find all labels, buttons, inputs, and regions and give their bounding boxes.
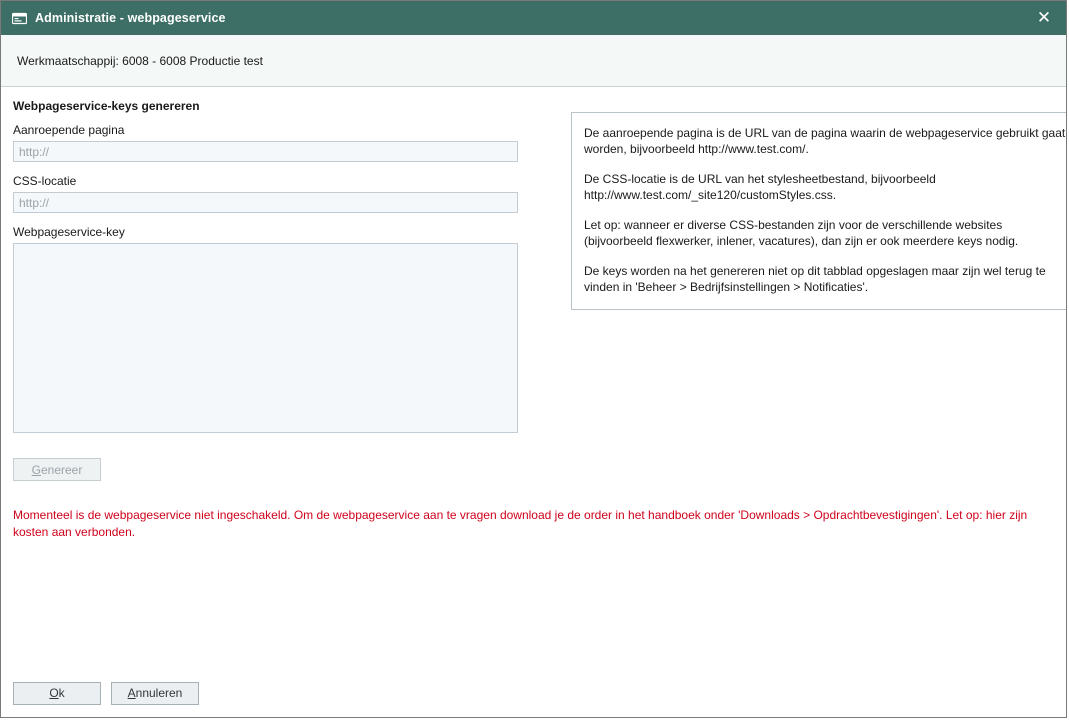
info-column [571,99,1066,310]
calling-page-input[interactable] [13,141,518,162]
title-bar [1,1,1066,35]
warning-message: Momenteel is de webpageservice niet ingeschakeld. Om de webpageservice aan te vragen download je de order in het handboek onder 'Downloads > Opdrachtbevestigingen'. Let op: hier zijn kosten aan verbonden. [13,508,1028,539]
info-paragraph-2: De CSS-locatie is de URL van het stylesheetbestand, bijvoorbeeld http://www.test.com/_site120/customStyles.css. [584,172,936,202]
company-header-band [1,35,1066,87]
webpageservice-key-label: Webpageservice-key [13,225,125,239]
form-column [13,99,543,481]
content-area [1,87,1066,669]
ok-button[interactable]: Ok [13,682,101,705]
webpageservice-key-textarea[interactable] [13,243,518,433]
dialog-footer [1,669,1066,717]
info-paragraph-1: De aanroepende pagina is de URL van de pagina waarin de webpageservice gebruikt gaat worden, bijvoorbeeld http://www.test.com/. [584,126,1066,156]
app-window-icon [11,10,27,26]
company-label: Werkmaatschappij: 6008 - 6008 Productie test [17,53,263,68]
dialog-body [1,87,1066,717]
css-location-label: CSS-locatie [13,174,77,188]
window-title: Administratie - webpageservice [35,11,226,25]
css-location-input[interactable] [13,192,518,213]
info-paragraph-3: Let op: wanneer er diverse CSS-bestanden zijn voor de verschillende websites (bijvoorbeeld flexwerker, inlener, vacatures), dan zijn er ook meerdere keys nodig. [584,218,1019,248]
generate-row [13,458,543,481]
page-title: Webpageservice-keys genereren [13,99,200,113]
cancel-button[interactable]: Annuleren [111,682,199,705]
generate-button[interactable]: Genereer [13,458,101,481]
content-columns [13,99,1066,481]
calling-page-label: Aanroepende pagina [13,123,125,137]
info-paragraph-4: De keys worden na het genereren niet op dit tabblad opgeslagen maar zijn wel terug te vinden in 'Beheer > Bedrijfsinstellingen > Notificaties'. [584,264,1046,294]
close-icon[interactable]: ✕ [1036,7,1052,28]
info-panel [571,112,1066,310]
